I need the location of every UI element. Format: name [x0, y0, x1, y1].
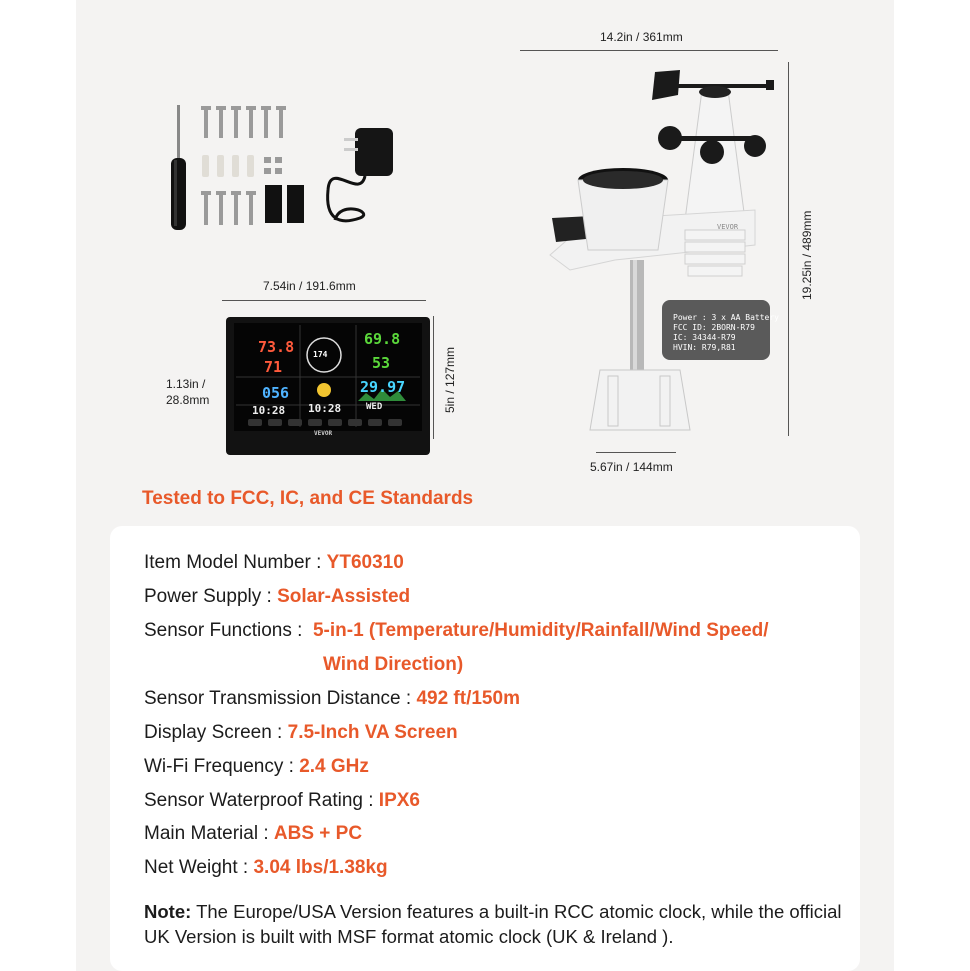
wind-readout: 056 [262, 384, 290, 402]
display-height-label: 5in / 127mm [443, 346, 457, 413]
spec-label: Wi-Fi Frequency : [144, 756, 300, 777]
sensor-tag-line3: IC: 34344-R79 [673, 333, 736, 342]
display-depth-label-1: 1.13in / [166, 377, 206, 391]
rain-gauge-icon [578, 168, 668, 250]
outdoor-hum-readout: 71 [264, 358, 283, 376]
spec-row-weight [144, 857, 388, 879]
indoor-temp-readout: 69.8 [364, 330, 401, 348]
spec-row-distance [144, 688, 520, 710]
station-width-label: 14.2in / 361mm [600, 30, 683, 44]
spec-value: YT60310 [326, 552, 404, 573]
spec-value: 3.04 lbs/1.38kg [253, 857, 388, 878]
spec-label: Display Screen : [144, 722, 288, 743]
display-width-line [222, 300, 426, 301]
note-text: The Europe/USA Version features a built-in RCC atomic clock, while the official UK Version is built with MSF format atomic clock (UK & Ireland ). [144, 901, 842, 947]
indoor-hum-readout: 53 [372, 354, 391, 372]
spec-label: Sensor Transmission Distance : [144, 688, 417, 709]
clock1-readout: 10:28 [252, 404, 286, 417]
display-depth-label-2: 28.8mm [166, 393, 210, 407]
spec-row-power [144, 586, 410, 608]
spec-value: 7.5-Inch VA Screen [287, 722, 458, 743]
compass-readout: 174 [313, 350, 328, 359]
weather-sensor-image [530, 60, 780, 450]
clock2-readout: 10:28 [308, 402, 342, 415]
accessories-image [160, 100, 410, 240]
spec-label: Sensor Functions : [144, 620, 308, 641]
spec-label: Sensor Waterproof Rating : [144, 790, 379, 811]
nuts-icon [264, 157, 282, 174]
display-width-label: 7.54in / 191.6mm [263, 279, 356, 293]
spec-row-waterproof [144, 790, 420, 812]
spec-label: Power Supply : [144, 586, 278, 607]
station-base-line [596, 452, 676, 453]
day-readout: WED [366, 402, 383, 412]
spec-label: Item Model Number : [144, 552, 327, 573]
spec-value: 5-in-1 (Temperature/Humidity/Rainfall/Wind Speed/ [312, 620, 769, 641]
spec-value: 492 ft/150m [416, 688, 520, 709]
pole-mount-icon [590, 370, 690, 430]
spec-row-wifi [144, 756, 369, 778]
radiation-shield-icon [685, 230, 745, 276]
section-title: Tested to FCC, IC, and CE Standards [142, 488, 474, 509]
spec-value: IPX6 [378, 790, 420, 811]
spec-row-material [144, 823, 362, 845]
sensor-tag-line1: Power : 3 x AA Battery [673, 313, 779, 322]
spec-row-functions [144, 620, 769, 642]
station-height-line [788, 62, 789, 436]
outdoor-temp-readout: 73.8 [258, 338, 295, 356]
spec-value: 2.4 GHz [299, 756, 369, 777]
station-base-label: 5.67in / 144mm [590, 460, 673, 474]
spec-value-cont: Wind Direction) [323, 654, 464, 675]
sensor-tag-line2: FCC ID: 2BORN-R79 [673, 323, 755, 332]
note-paragraph [144, 899, 844, 949]
adhesive-pads-icon [265, 185, 304, 223]
spec-label: Net Weight : [144, 857, 254, 878]
spec-value: Solar-Assisted [277, 586, 411, 607]
spec-row-model [144, 552, 404, 574]
spec-label: Main Material : [144, 823, 274, 844]
station-width-line [520, 50, 778, 51]
power-adapter-icon [328, 128, 393, 221]
note-label: Note: [144, 901, 192, 922]
screws-icon [201, 106, 286, 138]
spec-row-functions-cont [323, 654, 463, 676]
sensor-brand-label: VEVOR [717, 223, 739, 231]
console-brand: VEVOR [314, 430, 333, 437]
sensor-tag-line4: HVIN: R79,R81 [673, 343, 736, 352]
pressure-readout: 29.97 [360, 378, 406, 396]
display-height-line [433, 316, 434, 439]
wall-anchors-icon [202, 155, 254, 177]
spec-row-screen [144, 722, 458, 744]
spec-value: ABS + PC [273, 823, 363, 844]
station-height-label: 19.25in / 489mm [800, 210, 814, 300]
screwdriver-icon [171, 105, 186, 230]
